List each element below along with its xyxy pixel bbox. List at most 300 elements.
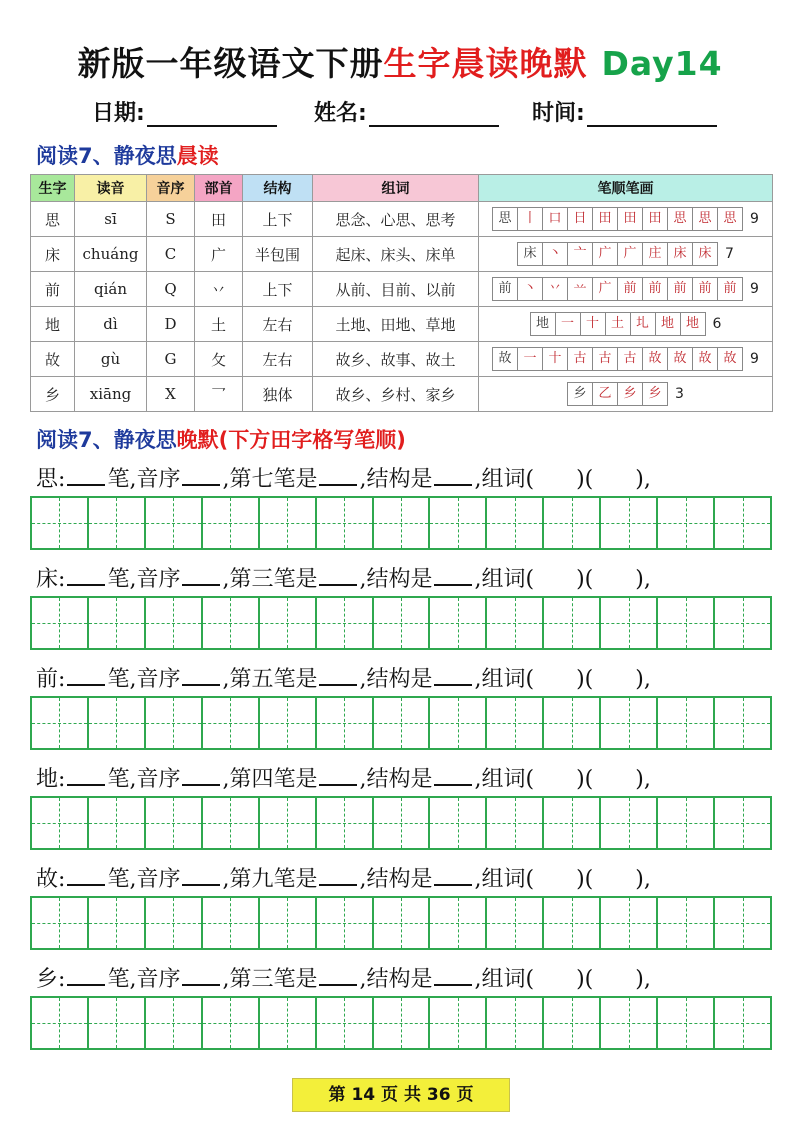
stroke-box: 思 <box>492 207 518 231</box>
label: 第七笔是 <box>229 467 318 492</box>
stroke-box: 圠 <box>630 312 656 336</box>
stroke-box: 乡 <box>617 382 643 406</box>
tianzige-cell[interactable] <box>374 898 431 948</box>
label: ), <box>635 667 651 692</box>
cell-radical: 田 <box>195 202 243 237</box>
tianzige-cell[interactable] <box>89 698 146 748</box>
stroke-box: 古 <box>567 347 593 371</box>
col-header: 组词 <box>313 175 479 202</box>
question-char: 地 <box>36 767 59 792</box>
stroke-box: 十 <box>542 347 568 371</box>
label: 组词( <box>481 867 535 892</box>
label: , <box>359 567 367 592</box>
cell-structure: 独体 <box>243 377 313 412</box>
table-row <box>31 237 773 272</box>
tianzige-cell[interactable] <box>601 498 658 548</box>
tianzige-cell[interactable] <box>146 498 203 548</box>
label: 音序 <box>136 467 181 492</box>
stroke-box: 十 <box>580 312 606 336</box>
answer-blank[interactable] <box>434 764 472 786</box>
stroke-box: 䒑 <box>567 277 593 301</box>
cell-words: 起床、床头、床单 <box>313 237 479 272</box>
stroke-box: 思 <box>667 207 693 231</box>
stroke-box: 床 <box>517 242 543 266</box>
info-row <box>0 96 800 132</box>
stroke-count: 9 <box>750 211 759 227</box>
answer-blank[interactable] <box>434 864 472 886</box>
stroke-box: 广 <box>617 242 643 266</box>
tianzige-cell[interactable] <box>89 498 146 548</box>
stroke-box: 地 <box>655 312 681 336</box>
label: 第三笔是 <box>229 567 318 592</box>
question-line <box>36 962 651 993</box>
tianzige-cell[interactable] <box>89 998 146 1048</box>
answer-blank[interactable] <box>67 564 105 586</box>
tianzige-cell[interactable] <box>146 898 203 948</box>
stroke-count: 3 <box>675 386 684 402</box>
stroke-box: 一 <box>517 347 543 371</box>
tianzige-grid <box>30 496 772 550</box>
cell-pinyin: chuáng <box>75 237 147 272</box>
label: , <box>474 467 482 492</box>
tianzige-cell[interactable] <box>487 498 544 548</box>
cell-letter: D <box>147 307 195 342</box>
tianzige-cell[interactable] <box>317 698 374 748</box>
label: ), <box>635 567 651 592</box>
stroke-box: 丨 <box>517 207 543 231</box>
answer-blank[interactable] <box>182 964 220 986</box>
cell-strokes <box>479 342 773 377</box>
label: 音序 <box>136 867 181 892</box>
tianzige-cell[interactable] <box>203 598 260 648</box>
label: , <box>474 667 482 692</box>
title-highlight: 生字晨读晚默 <box>383 44 588 83</box>
tianzige-cell[interactable] <box>260 598 317 648</box>
label: , <box>222 467 230 492</box>
stroke-box: 前 <box>717 277 743 301</box>
label: 笔, <box>107 567 137 592</box>
answer-blank[interactable] <box>319 564 357 586</box>
tianzige-cell[interactable] <box>146 598 203 648</box>
tianzige-cell[interactable] <box>430 498 487 548</box>
table-row <box>31 377 773 412</box>
answer-blank[interactable] <box>67 964 105 986</box>
answer-blank[interactable] <box>319 764 357 786</box>
cell-char: 思 <box>31 202 75 237</box>
stroke-box: 乡 <box>642 382 668 406</box>
tianzige-cell[interactable] <box>203 998 260 1048</box>
tianzige-cell[interactable] <box>430 798 487 848</box>
label: 音序 <box>136 967 181 992</box>
question-line <box>36 562 651 593</box>
stroke-box: 广 <box>592 277 618 301</box>
cell-pinyin: gù <box>75 342 147 377</box>
label: 第五笔是 <box>229 667 318 692</box>
label: , <box>222 767 230 792</box>
tianzige-cell[interactable] <box>544 798 601 848</box>
col-header: 部首 <box>195 175 243 202</box>
tianzige-cell[interactable] <box>260 898 317 948</box>
label: )( <box>576 467 594 492</box>
tianzige-cell[interactable] <box>430 598 487 648</box>
answer-blank[interactable] <box>67 464 105 486</box>
tianzige-cell[interactable] <box>32 798 89 848</box>
label: : <box>58 767 66 792</box>
tianzige-cell[interactable] <box>601 898 658 948</box>
label: )( <box>576 567 594 592</box>
cell-words: 故乡、乡村、家乡 <box>313 377 479 412</box>
cell-words: 土地、田地、草地 <box>313 307 479 342</box>
cell-structure: 半包围 <box>243 237 313 272</box>
tianzige-cell[interactable] <box>146 998 203 1048</box>
cell-structure: 左右 <box>243 307 313 342</box>
label: 结构是 <box>366 767 433 792</box>
cell-structure: 上下 <box>243 202 313 237</box>
label: : <box>58 467 66 492</box>
stroke-box: 丶 <box>517 277 543 301</box>
cell-radical: 攵 <box>195 342 243 377</box>
tianzige-cell[interactable] <box>601 598 658 648</box>
label: , <box>359 667 367 692</box>
tianzige-cell[interactable] <box>260 698 317 748</box>
label: 组词( <box>481 467 535 492</box>
col-header: 生字 <box>31 175 75 202</box>
label: , <box>222 667 230 692</box>
tianzige-cell[interactable] <box>317 498 374 548</box>
cell-radical: 土 <box>195 307 243 342</box>
label: ), <box>635 967 651 992</box>
label: 组词( <box>481 967 535 992</box>
label: : <box>58 667 66 692</box>
label: 组词( <box>481 767 535 792</box>
stroke-box: 床 <box>667 242 693 266</box>
label: 第九笔是 <box>229 867 318 892</box>
table-header-row <box>31 175 773 202</box>
tianzige-cell[interactable] <box>374 698 431 748</box>
tianzige-cell[interactable] <box>89 798 146 848</box>
tianzige-cell[interactable] <box>32 498 89 548</box>
tianzige-cell[interactable] <box>544 598 601 648</box>
label: ), <box>635 767 651 792</box>
tianzige-cell[interactable] <box>544 498 601 548</box>
tianzige-cell[interactable] <box>715 898 770 948</box>
tianzige-grid <box>30 796 772 850</box>
tianzige-cell[interactable] <box>715 998 770 1048</box>
cell-char: 乡 <box>31 377 75 412</box>
question-line <box>36 762 651 793</box>
answer-blank[interactable] <box>67 664 105 686</box>
label: 结构是 <box>366 967 433 992</box>
stroke-count: 6 <box>712 316 722 332</box>
label: , <box>474 767 482 792</box>
stroke-count: 9 <box>750 351 759 367</box>
tianzige-cell[interactable] <box>601 698 658 748</box>
tianzige-cell[interactable] <box>32 998 89 1048</box>
label: )( <box>576 667 594 692</box>
cell-strokes <box>479 237 773 272</box>
stroke-box: 土 <box>605 312 631 336</box>
tianzige-cell[interactable] <box>658 598 715 648</box>
tianzige-cell[interactable] <box>317 898 374 948</box>
tianzige-cell[interactable] <box>260 798 317 848</box>
stroke-box: 前 <box>692 277 718 301</box>
tianzige-cell[interactable] <box>601 798 658 848</box>
stroke-box: 口 <box>542 207 568 231</box>
stroke-box: 乙 <box>592 382 618 406</box>
label: , <box>359 767 367 792</box>
stroke-box: 思 <box>717 207 743 231</box>
cell-structure: 左右 <box>243 342 313 377</box>
label: 音序 <box>136 567 181 592</box>
col-header: 读音 <box>75 175 147 202</box>
answer-blank[interactable] <box>182 564 220 586</box>
stroke-box: 广 <box>592 242 618 266</box>
tianzige-cell[interactable] <box>317 998 374 1048</box>
cell-pinyin: sī <box>75 202 147 237</box>
label: 组词( <box>481 667 535 692</box>
stroke-box: 丷 <box>542 277 568 301</box>
label: )( <box>576 867 594 892</box>
stroke-box: 前 <box>492 277 518 301</box>
question-char: 前 <box>36 667 59 692</box>
label: 笔, <box>107 767 137 792</box>
cell-structure: 上下 <box>243 272 313 307</box>
stroke-box: 庄 <box>642 242 668 266</box>
tianzige-cell[interactable] <box>544 998 601 1048</box>
question-char: 床 <box>36 567 59 592</box>
stroke-box: 故 <box>492 347 518 371</box>
name-field[interactable]: 姓名: <box>314 96 499 127</box>
label: 组词( <box>481 567 535 592</box>
tianzige-cell[interactable] <box>32 598 89 648</box>
label: , <box>359 867 367 892</box>
character-table <box>30 174 773 412</box>
cell-char: 前 <box>31 272 75 307</box>
tianzige-cell[interactable] <box>260 498 317 548</box>
label: 音序 <box>136 767 181 792</box>
stroke-box: 田 <box>617 207 643 231</box>
tianzige-cell[interactable] <box>374 998 431 1048</box>
answer-blank[interactable] <box>319 664 357 686</box>
tianzige-cell[interactable] <box>544 898 601 948</box>
tianzige-cell[interactable] <box>715 598 770 648</box>
label: , <box>222 567 230 592</box>
cell-radical: 广 <box>195 237 243 272</box>
tianzige-cell[interactable] <box>487 698 544 748</box>
label: , <box>359 967 367 992</box>
tianzige-cell[interactable] <box>487 598 544 648</box>
answer-blank[interactable] <box>182 764 220 786</box>
stroke-count: 9 <box>750 281 759 297</box>
label: 结构是 <box>366 667 433 692</box>
label: , <box>222 867 230 892</box>
tianzige-cell[interactable] <box>487 798 544 848</box>
label: 笔, <box>107 967 137 992</box>
label: : <box>58 967 66 992</box>
tianzige-cell[interactable] <box>715 798 770 848</box>
tianzige-grid <box>30 596 772 650</box>
cell-char: 床 <box>31 237 75 272</box>
question-line <box>36 662 651 693</box>
label: , <box>222 967 230 992</box>
label: 结构是 <box>366 567 433 592</box>
label: 笔, <box>107 867 137 892</box>
tianzige-cell[interactable] <box>89 898 146 948</box>
col-header: 结构 <box>243 175 313 202</box>
stroke-box: 古 <box>592 347 618 371</box>
page-title <box>0 38 800 85</box>
col-header: 音序 <box>147 175 195 202</box>
tianzige-cell[interactable] <box>658 498 715 548</box>
tianzige-cell[interactable] <box>544 698 601 748</box>
tianzige-cell[interactable] <box>715 698 770 748</box>
stroke-box: 床 <box>692 242 718 266</box>
cell-pinyin: xiāng <box>75 377 147 412</box>
tianzige-cell[interactable] <box>32 898 89 948</box>
label: 笔, <box>107 467 137 492</box>
label: )( <box>576 767 594 792</box>
tianzige-cell[interactable] <box>374 498 431 548</box>
question-char: 故 <box>36 867 59 892</box>
stroke-box: 故 <box>667 347 693 371</box>
stroke-box: 故 <box>717 347 743 371</box>
cell-strokes <box>479 272 773 307</box>
cell-letter: X <box>147 377 195 412</box>
cell-pinyin: dì <box>75 307 147 342</box>
answer-blank[interactable] <box>67 764 105 786</box>
label: 结构是 <box>366 867 433 892</box>
tianzige-cell[interactable] <box>658 998 715 1048</box>
question-line <box>36 862 651 893</box>
stroke-box: 地 <box>530 312 556 336</box>
cell-pinyin: qián <box>75 272 147 307</box>
tianzige-cell[interactable] <box>203 798 260 848</box>
tianzige-cell[interactable] <box>658 798 715 848</box>
stroke-box: 田 <box>592 207 618 231</box>
label: : <box>58 867 66 892</box>
answer-blank[interactable] <box>319 464 357 486</box>
label: 第三笔是 <box>229 967 318 992</box>
label: , <box>474 867 482 892</box>
answer-blank[interactable] <box>319 864 357 886</box>
question-char: 思 <box>36 467 59 492</box>
morning-heading: 阅读7、静夜思晨读 <box>36 144 219 168</box>
stroke-box: 故 <box>692 347 718 371</box>
label: ), <box>635 467 651 492</box>
stroke-box: 前 <box>617 277 643 301</box>
tianzige-cell[interactable] <box>430 698 487 748</box>
question-char: 乡 <box>36 967 59 992</box>
title-main: 新版一年级语文下册 <box>77 44 384 83</box>
cell-letter: C <box>147 237 195 272</box>
answer-blank[interactable] <box>434 564 472 586</box>
cell-letter: Q <box>147 272 195 307</box>
table-row <box>31 342 773 377</box>
tianzige-cell[interactable] <box>146 698 203 748</box>
tianzige-cell[interactable] <box>317 598 374 648</box>
label: )( <box>576 967 594 992</box>
tianzige-grid <box>30 696 772 750</box>
label: 笔, <box>107 667 137 692</box>
tianzige-cell[interactable] <box>203 898 260 948</box>
stroke-box: 思 <box>692 207 718 231</box>
tianzige-cell[interactable] <box>146 798 203 848</box>
page-footer: 第 14 页 共 36 页 <box>292 1078 510 1112</box>
cell-words: 从前、目前、以前 <box>313 272 479 307</box>
tianzige-cell[interactable] <box>317 798 374 848</box>
table-row <box>31 272 773 307</box>
answer-blank[interactable] <box>182 464 220 486</box>
evening-heading: 阅读7、静夜思晚默(下方田字格写笔顺) <box>36 428 406 452</box>
tianzige-cell[interactable] <box>260 998 317 1048</box>
date-field[interactable]: 日期: <box>92 96 277 127</box>
answer-blank[interactable] <box>434 464 472 486</box>
tianzige-cell[interactable] <box>430 898 487 948</box>
tianzige-cell[interactable] <box>601 998 658 1048</box>
tianzige-grid <box>30 896 772 950</box>
cell-letter: S <box>147 202 195 237</box>
tianzige-cell[interactable] <box>203 498 260 548</box>
label: , <box>474 567 482 592</box>
stroke-box: 田 <box>642 207 668 231</box>
tianzige-cell[interactable] <box>487 898 544 948</box>
answer-blank[interactable] <box>182 664 220 686</box>
answer-blank[interactable] <box>182 864 220 886</box>
cell-strokes <box>479 377 773 412</box>
stroke-box: 一 <box>555 312 581 336</box>
label: 音序 <box>136 667 181 692</box>
cell-words: 故乡、故事、故土 <box>313 342 479 377</box>
table-row <box>31 307 773 342</box>
tianzige-cell[interactable] <box>203 698 260 748</box>
table-row <box>31 202 773 237</box>
label: ), <box>635 867 651 892</box>
tianzige-cell[interactable] <box>374 798 431 848</box>
stroke-box: 日 <box>567 207 593 231</box>
tianzige-cell[interactable] <box>658 898 715 948</box>
answer-blank[interactable] <box>434 964 472 986</box>
tianzige-cell[interactable] <box>715 498 770 548</box>
stroke-box: 古 <box>617 347 643 371</box>
label: , <box>474 967 482 992</box>
answer-blank[interactable] <box>319 964 357 986</box>
tianzige-cell[interactable] <box>487 998 544 1048</box>
title-day: Day14 <box>601 44 723 83</box>
tianzige-cell[interactable] <box>430 998 487 1048</box>
stroke-box: 乡 <box>567 382 593 406</box>
label: , <box>359 467 367 492</box>
answer-blank[interactable] <box>67 864 105 886</box>
tianzige-cell[interactable] <box>32 698 89 748</box>
label: : <box>58 567 66 592</box>
stroke-box: 地 <box>680 312 706 336</box>
tianzige-cell[interactable] <box>374 598 431 648</box>
tianzige-cell[interactable] <box>658 698 715 748</box>
col-header: 笔顺笔画 <box>479 175 773 202</box>
time-field[interactable]: 时间: <box>532 96 717 127</box>
label: 第四笔是 <box>229 767 318 792</box>
tianzige-cell[interactable] <box>89 598 146 648</box>
cell-strokes <box>479 202 773 237</box>
question-line <box>36 462 651 493</box>
stroke-box: 亠 <box>567 242 593 266</box>
label: 结构是 <box>366 467 433 492</box>
cell-words: 思念、心思、思考 <box>313 202 479 237</box>
tianzige-grid <box>30 996 772 1050</box>
answer-blank[interactable] <box>434 664 472 686</box>
stroke-box: 丶 <box>542 242 568 266</box>
cell-letter: G <box>147 342 195 377</box>
